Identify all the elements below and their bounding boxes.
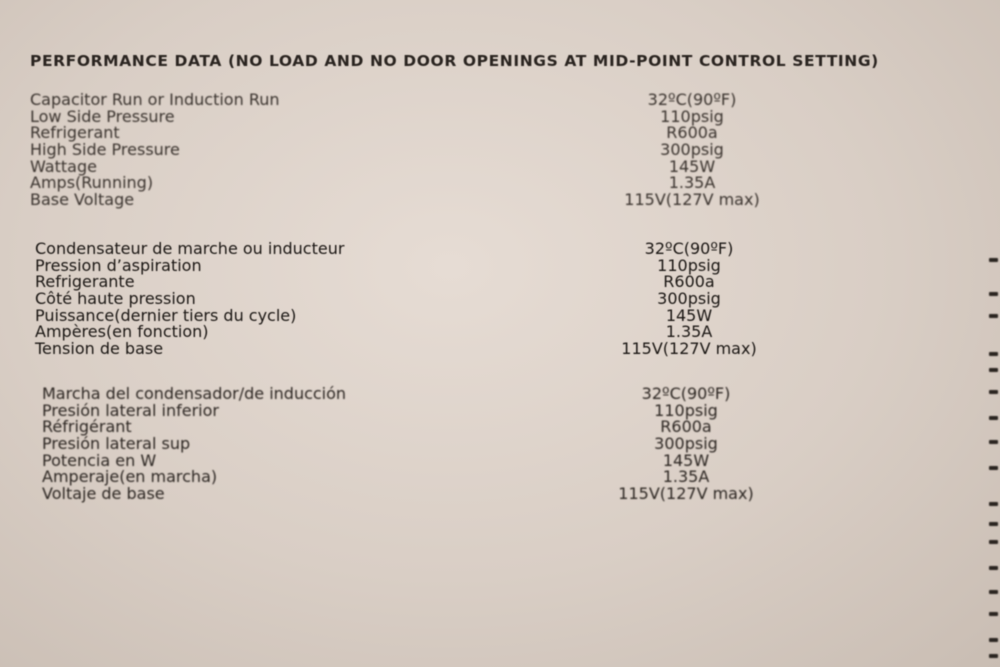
spec-label: Puissance(dernier tiers du cycle) (35, 305, 297, 325)
spec-value: 110psig (657, 255, 721, 275)
spec-label: Wattage (30, 156, 97, 176)
spec-label: Refrigerante (35, 272, 135, 292)
spec-label: Low Side Pressure (30, 106, 175, 126)
spec-value: 32ºC(90ºF) (644, 239, 734, 258)
spec-label: Condensateur de marche ou inducteur (35, 239, 345, 258)
spec-label: Pression d’aspiration (35, 255, 202, 275)
spanish-specs-block (42, 386, 802, 503)
spec-row (42, 486, 802, 503)
spec-label: Tension de base (35, 339, 164, 359)
spec-value: 145W (665, 305, 713, 325)
spec-label: Voltaje de base (42, 484, 165, 504)
spec-value: 32ºC(90ºF) (641, 384, 731, 403)
spec-value: 300psig (657, 289, 721, 309)
spec-label: Amps(Running) (30, 173, 154, 193)
french-specs-block (35, 241, 795, 358)
spec-value: 300psig (654, 434, 718, 454)
spec-value: 1.35A (665, 322, 713, 342)
spec-value: 115V(127V max) (618, 484, 754, 504)
spec-value: 1.35A (668, 173, 716, 193)
spec-value: 115V(127V max) (621, 339, 757, 359)
spec-label: Potencia en W (42, 450, 157, 470)
spec-label: Capacitor Run or Induction Run (30, 90, 280, 109)
spec-label: Refrigerant (30, 123, 120, 143)
spec-value: 32ºC(90ºF) (647, 90, 737, 109)
spec-label: Amperaje(en marcha) (42, 467, 218, 487)
spec-label: Base Voltage (30, 190, 135, 210)
spec-label: Marcha del condensador/de inducción (42, 384, 347, 403)
performance-data-title: PERFORMANCE DATA (NO LOAD AND NO DOOR OPENINGS AT MID-POINT CONTROL SETTING) (30, 52, 879, 70)
spec-value: 145W (662, 450, 710, 470)
edge-print-marks (986, 240, 1000, 660)
spec-label: High Side Pressure (30, 140, 180, 160)
spec-value: 145W (668, 156, 716, 176)
spec-value: R600a (666, 123, 718, 143)
spec-label: Ampères(en fonction) (35, 322, 209, 342)
spec-label: Presión lateral sup (42, 434, 191, 454)
spec-value: 110psig (654, 400, 718, 420)
spec-label: Côté haute pression (35, 289, 196, 309)
spec-value: 110psig (660, 106, 724, 126)
english-specs-block (30, 92, 790, 209)
spec-label: Réfrigérant (42, 417, 132, 437)
spec-value: R600a (663, 272, 715, 292)
spec-value: R600a (660, 417, 712, 437)
spec-value: 1.35A (662, 467, 710, 487)
spec-row (30, 192, 790, 209)
spec-row (35, 341, 795, 358)
spec-value: 115V(127V max) (624, 190, 760, 210)
spec-label: Presión lateral inferior (42, 400, 219, 420)
spec-value: 300psig (660, 140, 724, 160)
